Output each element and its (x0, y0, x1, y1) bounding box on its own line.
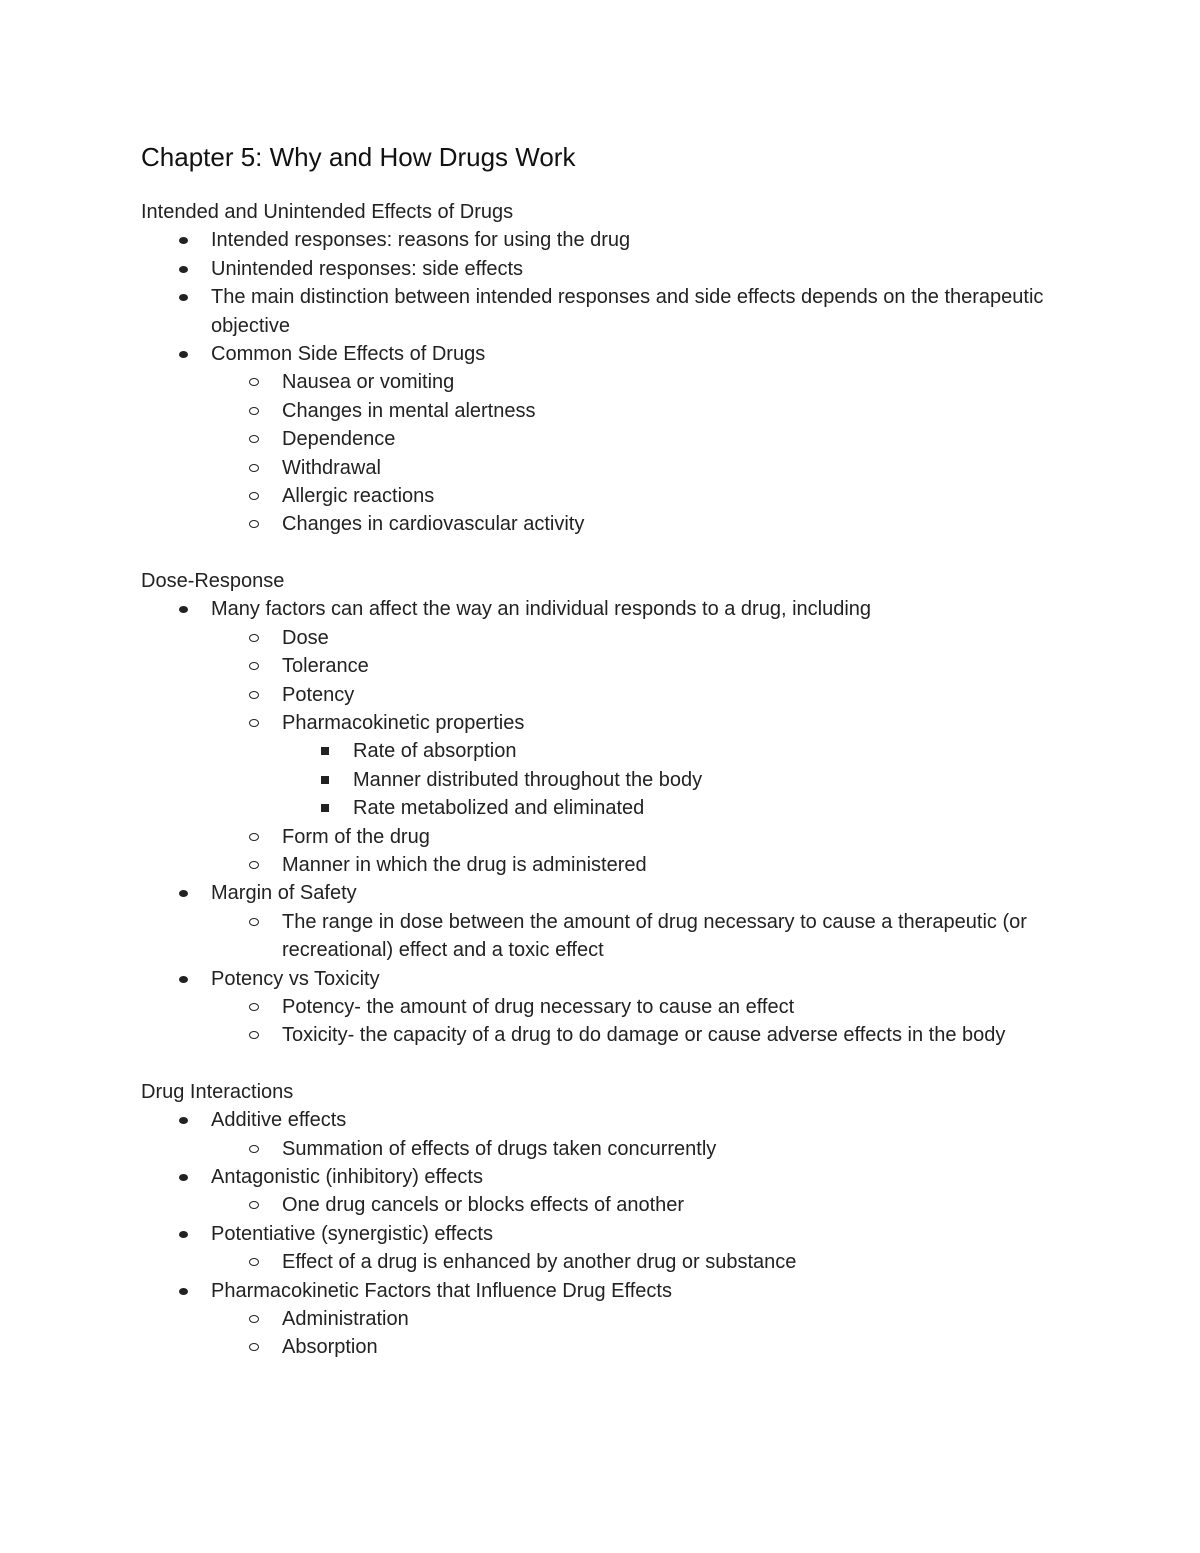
bullet-circle-icon (249, 1315, 259, 1323)
bullet-circle-icon (249, 719, 259, 727)
section-dose-response (141, 567, 1071, 1050)
list-item: Margin of Safety The range in dose between the amount of drug necessary to cause a therapeutic (or recreational) effect and a toxic effect (141, 879, 1071, 964)
bullet-circle-icon (249, 1145, 259, 1153)
section-heading: Drug Interactions (141, 1080, 294, 1103)
bullet-circle-icon (249, 833, 259, 841)
bullet-circle-icon (249, 464, 259, 472)
list-item: Potency (211, 681, 1071, 709)
bullet-disc-icon (179, 1117, 188, 1124)
list-item: Pharmacokinetic properties Rate of absorption Manner distributed throughout the body Rate metabolized and eliminated (211, 709, 1071, 823)
bullet-circle-icon (249, 1258, 259, 1266)
bullet-disc-icon (179, 976, 188, 983)
bullet-disc-icon (179, 1231, 188, 1238)
section-heading: Intended and Unintended Effects of Drugs (141, 201, 514, 223)
section-intended-effects (141, 198, 1071, 539)
list-item: Toxicity- the capacity of a drug to do damage or cause adverse effects in the body (211, 1021, 1071, 1049)
list-item: Manner in which the drug is administered (211, 851, 1071, 879)
list-item: Withdrawal (211, 454, 1071, 482)
bullet-square-icon (321, 776, 329, 784)
list-item: Changes in cardiovascular activity (211, 510, 1071, 538)
section-drug-interactions (141, 1078, 1071, 1362)
list-item: Effect of a drug is enhanced by another drug or substance (211, 1248, 1071, 1276)
sub-list (141, 624, 1071, 880)
bullet-circle-icon (249, 492, 259, 500)
sub-list (141, 1248, 1071, 1276)
list-item: Allergic reactions (211, 482, 1071, 510)
bullet-circle-icon (249, 662, 259, 670)
bullet-circle-icon (249, 691, 259, 699)
list-item: Pharmacokinetic Factors that Influence Drug Effects Administration Absorption (141, 1277, 1071, 1362)
bullet-disc-icon (179, 351, 188, 358)
bullet-disc-icon (179, 237, 188, 244)
bullet-circle-icon (249, 634, 259, 642)
bullet-circle-icon (249, 1003, 259, 1011)
bullet-circle-icon (249, 1031, 259, 1039)
list-item: Antagonistic (inhibitory) effects One drug cancels or blocks effects of another (141, 1163, 1071, 1220)
list-item: Intended responses: reasons for using the drug (141, 226, 1071, 254)
list-item: One drug cancels or blocks effects of another (211, 1191, 1071, 1219)
sub-list (141, 1191, 1071, 1219)
bullet-circle-icon (249, 918, 259, 926)
page-title: Chapter 5: Why and How Drugs Work (141, 142, 576, 172)
bullet-circle-icon (249, 1201, 259, 1209)
bullet-circle-icon (249, 407, 259, 415)
sub-sub-list (211, 737, 1071, 822)
bullet-disc-icon (179, 606, 188, 613)
list-item: Manner distributed throughout the body (282, 766, 1071, 794)
bullet-list (141, 595, 1071, 1050)
bullet-disc-icon (179, 1288, 188, 1295)
bullet-circle-icon (249, 520, 259, 528)
list-item: Rate of absorption (282, 737, 1071, 765)
document-page (141, 138, 1071, 1390)
list-item: Administration (211, 1305, 1071, 1333)
list-item: The range in dose between the amount of drug necessary to cause a therapeutic (or recreational) effect and a toxic effect (211, 908, 1071, 965)
bullet-list (141, 1106, 1071, 1362)
list-item: The main distinction between intended responses and side effects depends on the therapeutic objective (141, 283, 1071, 340)
sub-list (141, 368, 1071, 538)
bullet-circle-icon (249, 861, 259, 869)
list-item: Tolerance (211, 652, 1071, 680)
list-item: Potentiative (synergistic) effects Effect of a drug is enhanced by another drug or substance (141, 1220, 1071, 1277)
list-item: Potency- the amount of drug necessary to cause an effect (211, 993, 1071, 1021)
sub-list (141, 993, 1071, 1050)
list-item: Additive effects Summation of effects of drugs taken concurrently (141, 1106, 1071, 1163)
list-item: Unintended responses: side effects (141, 255, 1071, 283)
sub-list (141, 1135, 1071, 1163)
bullet-square-icon (321, 804, 329, 812)
list-item: Common Side Effects of Drugs Nausea or vomiting Changes in mental alertness Dependence Withdrawal Allergic reactions Changes in cardiovascular activity (141, 340, 1071, 539)
list-item: Dose (211, 624, 1071, 652)
list-item: Nausea or vomiting (211, 368, 1071, 396)
section-heading: Dose-Response (141, 569, 285, 592)
list-item: Changes in mental alertness (211, 397, 1071, 425)
list-item: Rate metabolized and eliminated (282, 794, 1071, 822)
bullet-disc-icon (179, 890, 188, 897)
sub-list (141, 908, 1071, 965)
bullet-disc-icon (179, 294, 188, 301)
list-item: Potency vs Toxicity Potency- the amount of drug necessary to cause an effect Toxicity- the capacity of a drug to do damage or cause adverse effects in the body (141, 965, 1071, 1050)
bullet-circle-icon (249, 378, 259, 386)
sub-list (141, 1305, 1071, 1362)
list-item: Summation of effects of drugs taken concurrently (211, 1135, 1071, 1163)
bullet-circle-icon (249, 1343, 259, 1351)
bullet-square-icon (321, 747, 329, 755)
bullet-disc-icon (179, 266, 188, 273)
bullet-disc-icon (179, 1174, 188, 1181)
list-item: Many factors can affect the way an individual responds to a drug, including Dose Tolerance Potency Pharmacokinetic properties Rate of absorption Manner distributed throughout the body Rate metabolized and eliminated Form of the drug Manner in which the drug is administered (141, 595, 1071, 879)
list-item: Form of the drug (211, 823, 1071, 851)
bullet-list (141, 226, 1071, 538)
bullet-circle-icon (249, 435, 259, 443)
list-item: Absorption (211, 1333, 1071, 1361)
list-item: Dependence (211, 425, 1071, 453)
